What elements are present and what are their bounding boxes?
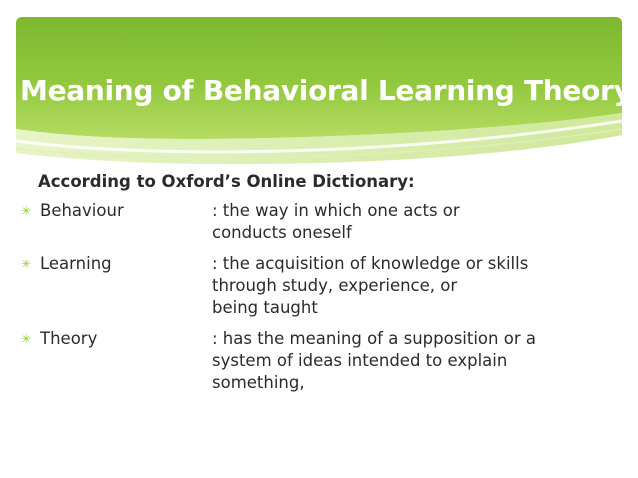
asterisk-bullet-icon: ✳: [21, 257, 32, 271]
slide-title: Meaning of Behavioral Learning Theory: [20, 74, 632, 107]
definition-entry-behaviour: [21, 200, 618, 244]
term-definition: : has the meaning of a supposition or a system of ideas intended to explain something,: [212, 329, 536, 392]
intro-text: According to Oxford’s Online Dictionary:: [38, 172, 415, 191]
term-definition: : the way in which one acts or conducts oneself: [212, 201, 460, 242]
term-label: Behaviour: [40, 201, 124, 220]
slide-body: [21, 170, 618, 403]
definition-entry-learning: [21, 253, 618, 319]
term-label: Theory: [40, 329, 98, 348]
term-label: Learning: [40, 254, 112, 273]
term-definition: : the acquisition of knowledge or skills through study, experience, or being taught: [212, 254, 529, 317]
asterisk-bullet-icon: ✳: [21, 332, 32, 346]
definition-entry-theory: [21, 328, 618, 394]
asterisk-bullet-icon: ✳: [21, 204, 32, 218]
